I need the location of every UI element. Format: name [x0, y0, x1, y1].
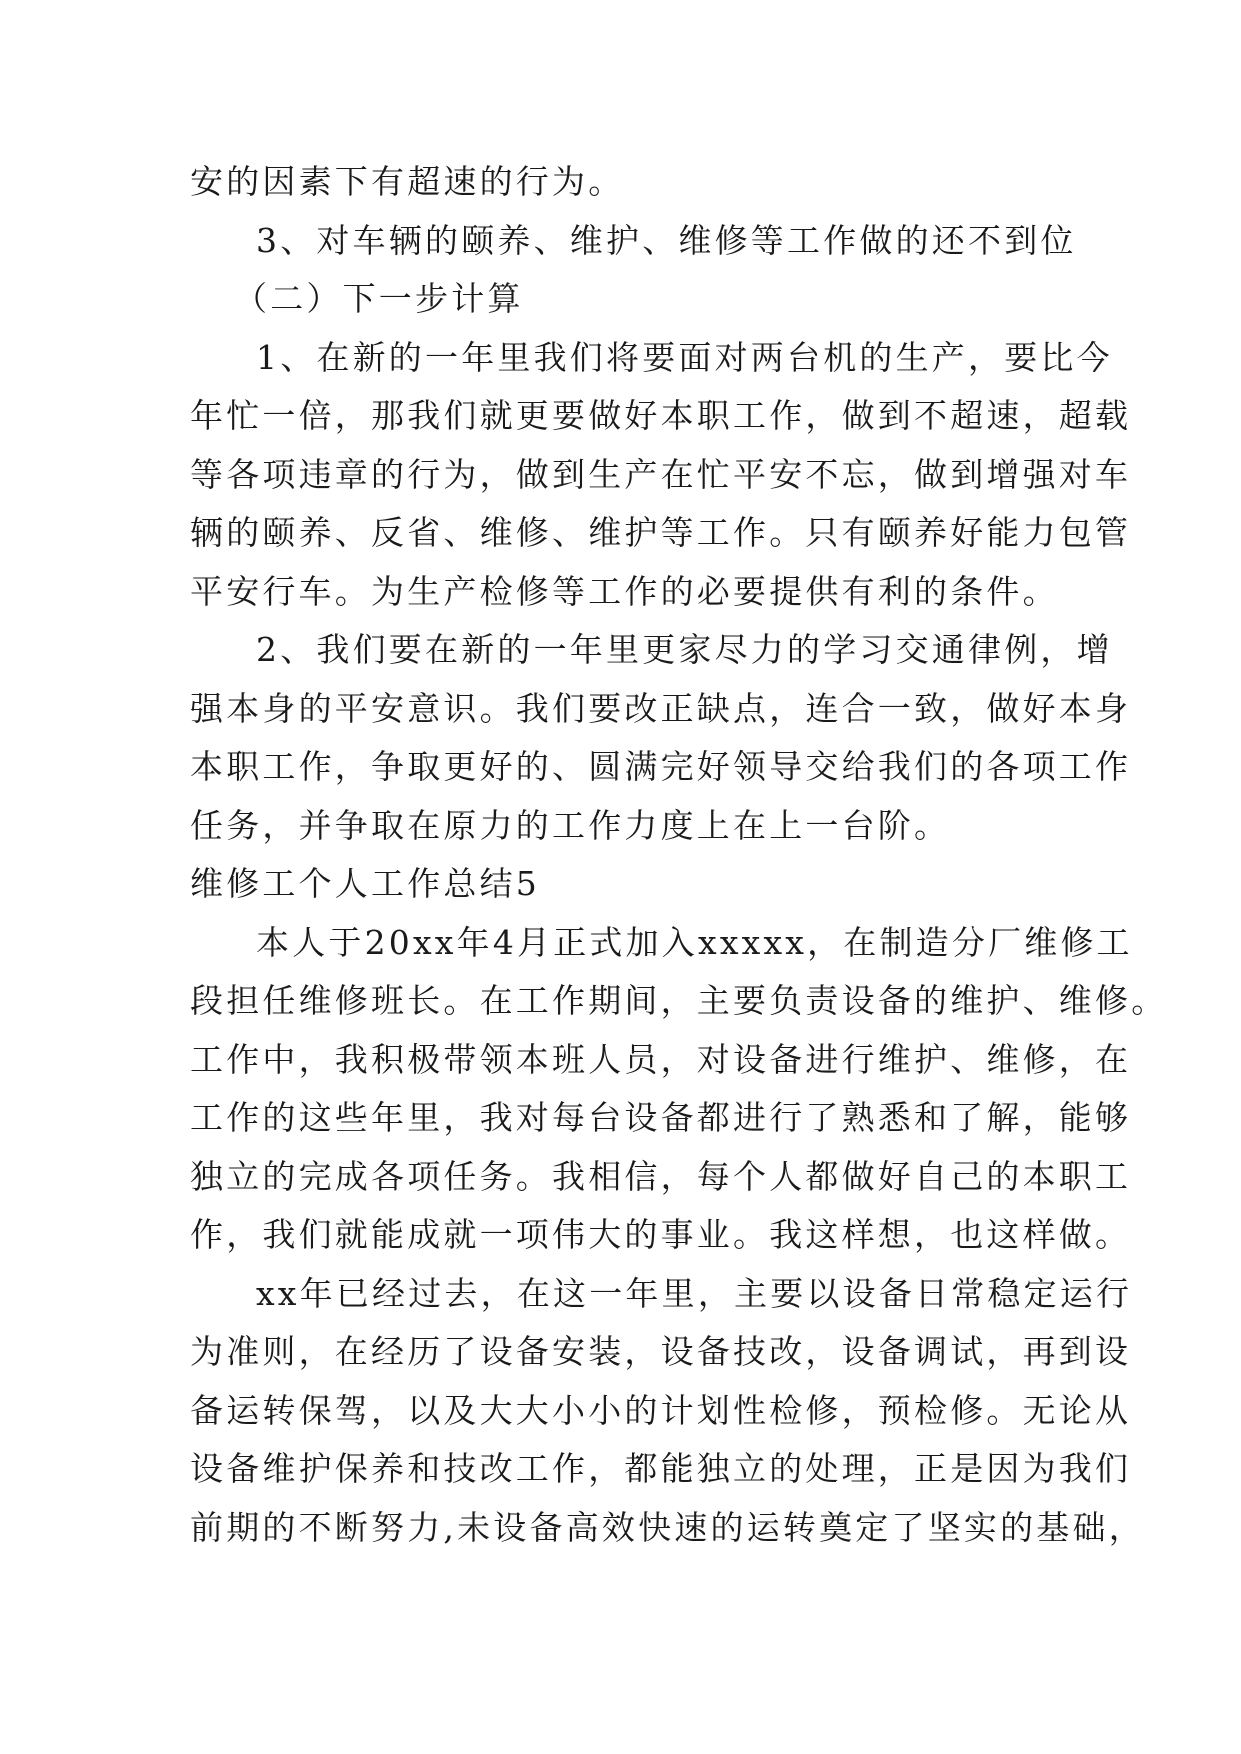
- text-line: 强本身的平安意识。我们要改正缺点，连合一致，做好本身: [190, 688, 1132, 728]
- text-line: 作，我们就能成就一项伟大的事业。我这样想，也这样做。: [190, 1215, 1132, 1254]
- text-line: 设备维护保养和技改工作，都能独立的处理，正是因为我们: [190, 1449, 1132, 1488]
- text-line: xx年已经过去，在这一年里，主要以设备日常稳定运行: [256, 1273, 1133, 1313]
- text-line: 等各项违章的行为，做到生产在忙平安不忘，做到增强对车: [190, 454, 1132, 494]
- text-line: 平安行车。为生产检修等工作的必要提供有利的条件。: [190, 571, 1059, 611]
- text-line: 独立的完成各项任务。我相信，每个人都做好自己的本职工: [190, 1156, 1132, 1196]
- text-line: 本职工作，争取更好的、圆满完好领导交给我们的各项工作: [190, 747, 1132, 786]
- text-line: 安的因素下有超速的行为。: [190, 162, 625, 201]
- text-line: 工作中，我积极带领本班人员，对设备进行维护、维修，在: [190, 1039, 1132, 1079]
- text-line: 本人于20xx年4月正式加入xxxxx，在制造分厂维修工: [256, 922, 1133, 962]
- text-line: 任务，并争取在原力的工作力度上在上一台阶。: [190, 805, 951, 845]
- document-body: [190, 153, 1168, 1557]
- text-line: 段担任维修班长。在工作期间，主要负责设备的维护、维修。: [190, 981, 1168, 1020]
- text-line: 工作的这些年里，我对每台设备都进行了熟悉和了解，能够: [190, 1098, 1132, 1137]
- text-line: 备运转保驾，以及大大小小的计划性检修，预检修。无论从: [190, 1390, 1132, 1430]
- text-line: 辆的颐养、反省、维修、维护等工作。只有颐养好能力包管: [190, 513, 1132, 552]
- text-line: 为准则，在经历了设备安装，设备技改，设备调试，再到设: [190, 1332, 1132, 1371]
- section-heading: （二）下一步计算: [234, 279, 524, 318]
- text-line: 年忙一倍，那我们就更要做好本职工作，做到不超速，超载: [190, 396, 1132, 435]
- document-title: 维修工个人工作总结5: [190, 864, 540, 903]
- text-line: 3、对车辆的颐养、维护、维修等工作做的还不到位: [256, 220, 1077, 260]
- text-line: 前期的不断努力,未设备高效快速的运转奠定了坚实的基础，: [190, 1507, 1145, 1547]
- text-line: 1、在新的一年里我们将要面对两台机的生产，要比今: [256, 337, 1113, 377]
- text-line: 2、我们要在新的一年里更家尽力的学习交通律例，增: [256, 630, 1113, 669]
